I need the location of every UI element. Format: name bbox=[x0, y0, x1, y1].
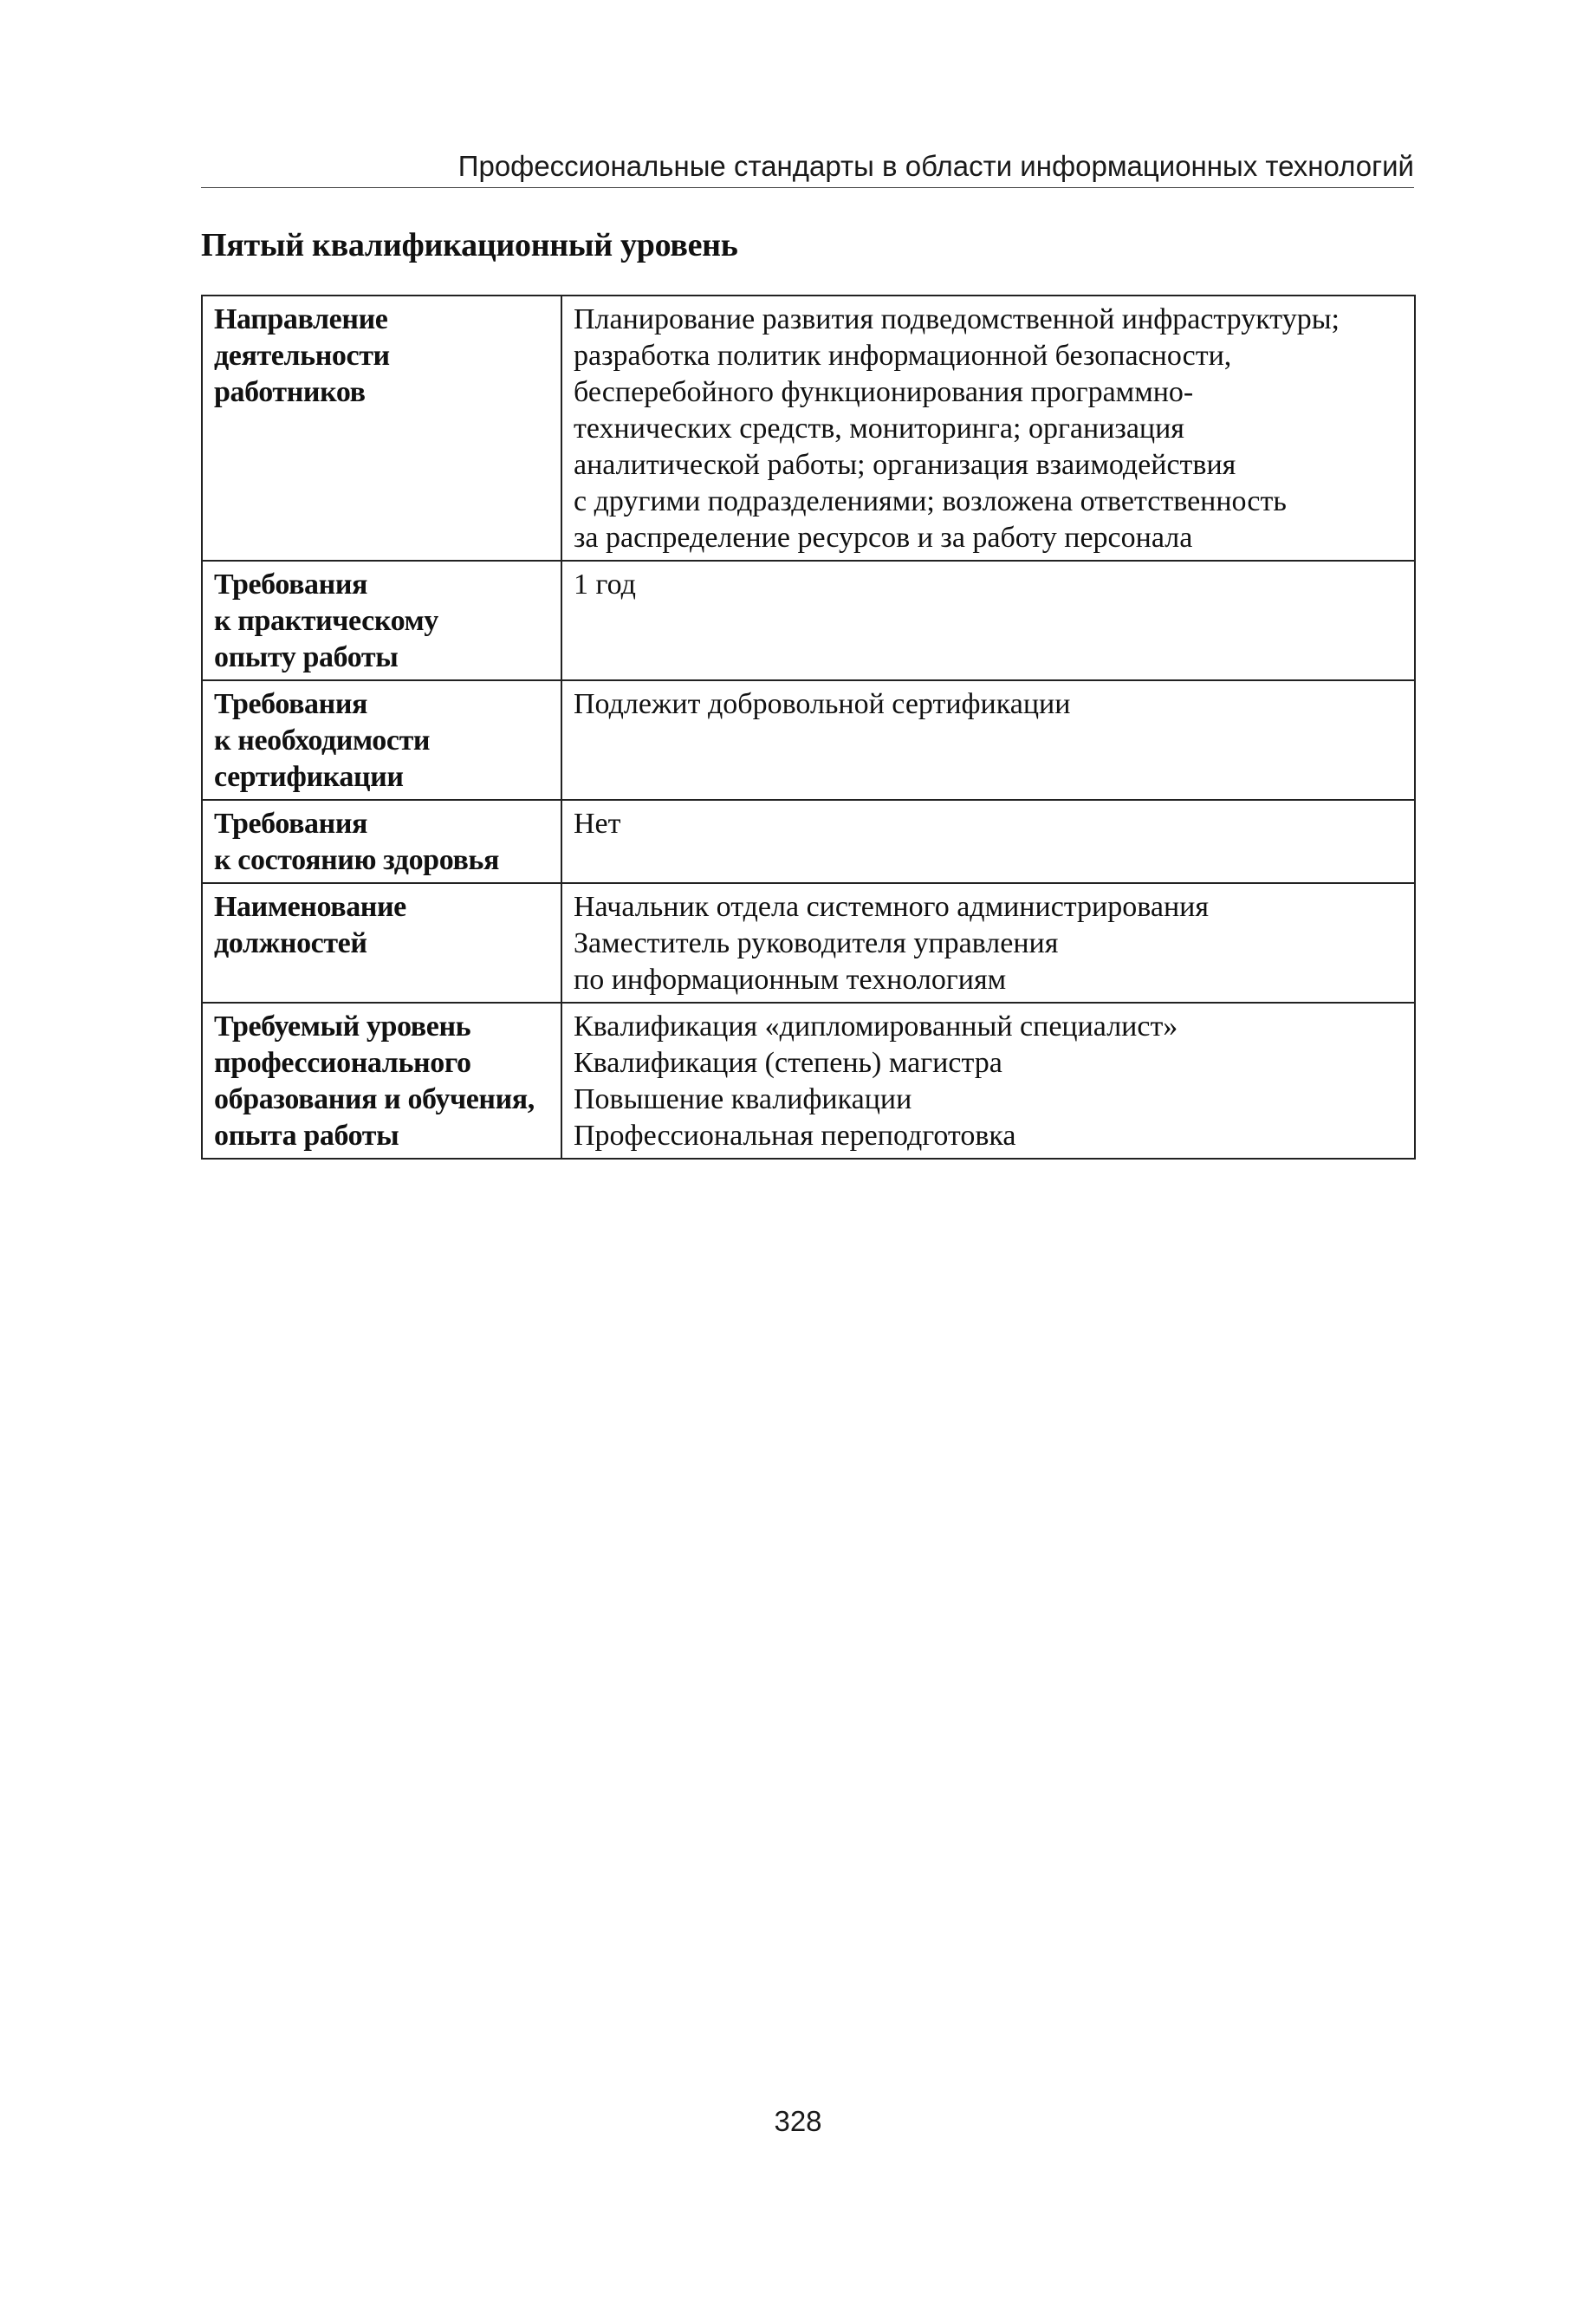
value-line: разработка политик информационной безопасности, bbox=[574, 340, 1232, 372]
row-value-practical-experience bbox=[561, 561, 1415, 680]
value-line: с другими подразделениями; возложена ответственность bbox=[574, 485, 1287, 517]
label-line: деятельности bbox=[214, 340, 390, 372]
value-line: за распределение ресурсов и за работу персонала bbox=[574, 522, 1193, 554]
label-line: опыту работы bbox=[214, 641, 399, 673]
label-line: к необходимости bbox=[214, 724, 431, 757]
label-line: должностей bbox=[214, 927, 367, 959]
table-row bbox=[202, 883, 1415, 1003]
value-line: по информационным технологиям bbox=[574, 964, 1007, 996]
header-rule bbox=[201, 187, 1414, 188]
label-line: опыта работы bbox=[214, 1120, 399, 1152]
qualification-table bbox=[201, 295, 1416, 1160]
section-title: Пятый квалификационный уровень bbox=[201, 227, 738, 263]
value-line: бесперебойного функционирования программно- bbox=[574, 376, 1194, 408]
label-line: Требования bbox=[214, 688, 368, 720]
row-value-activity-direction bbox=[561, 296, 1415, 561]
value-line: Начальник отдела системного администрирования bbox=[574, 891, 1209, 923]
label-line: Требуемый уровень bbox=[214, 1010, 471, 1043]
value-line: Повышение квалификации bbox=[574, 1083, 912, 1115]
label-line: к состоянию здоровья bbox=[214, 844, 499, 876]
label-line: Наименование bbox=[214, 891, 406, 923]
row-label-education bbox=[202, 1003, 561, 1159]
table-row bbox=[202, 561, 1415, 680]
label-line: образования и обучения, bbox=[214, 1083, 535, 1115]
table-row bbox=[202, 296, 1415, 561]
label-line: сертификации bbox=[214, 761, 404, 793]
page-number: 328 bbox=[774, 2105, 822, 2137]
row-value-education bbox=[561, 1003, 1415, 1159]
value-line: Нет bbox=[574, 808, 621, 840]
value-line: Квалификация (степень) магистра bbox=[574, 1047, 1002, 1079]
label-line: Требования bbox=[214, 808, 368, 840]
row-label-practical-experience bbox=[202, 561, 561, 680]
table-row bbox=[202, 1003, 1415, 1159]
running-header: Профессиональные стандарты в области информационных технологий bbox=[457, 150, 1414, 182]
label-line: Направление bbox=[214, 303, 388, 335]
value-line: технических средств, мониторинга; организация bbox=[574, 413, 1184, 445]
label-line: профессионального bbox=[214, 1047, 471, 1079]
row-label-certification bbox=[202, 680, 561, 800]
value-line: Профессиональная переподготовка bbox=[574, 1120, 1016, 1152]
value-line: Заместитель руководителя управления bbox=[574, 927, 1059, 959]
label-line: Требования bbox=[214, 569, 368, 601]
table-row bbox=[202, 680, 1415, 800]
value-line: Планирование развития подведомственной инфраструктуры; bbox=[574, 303, 1340, 335]
row-value-health bbox=[561, 800, 1415, 883]
row-value-certification bbox=[561, 680, 1415, 800]
label-line: работников bbox=[214, 376, 366, 408]
table-row bbox=[202, 800, 1415, 883]
row-label-health bbox=[202, 800, 561, 883]
row-label-activity-direction bbox=[202, 296, 561, 561]
row-label-positions bbox=[202, 883, 561, 1003]
value-line: Квалификация «дипломированный специалист» bbox=[574, 1010, 1178, 1043]
label-line: к практическому bbox=[214, 605, 438, 637]
value-line: аналитической работы; организация взаимодействия bbox=[574, 449, 1236, 481]
value-line: 1 год bbox=[574, 569, 636, 601]
row-value-positions bbox=[561, 883, 1415, 1003]
value-line: Подлежит добровольной сертификации bbox=[574, 688, 1071, 720]
